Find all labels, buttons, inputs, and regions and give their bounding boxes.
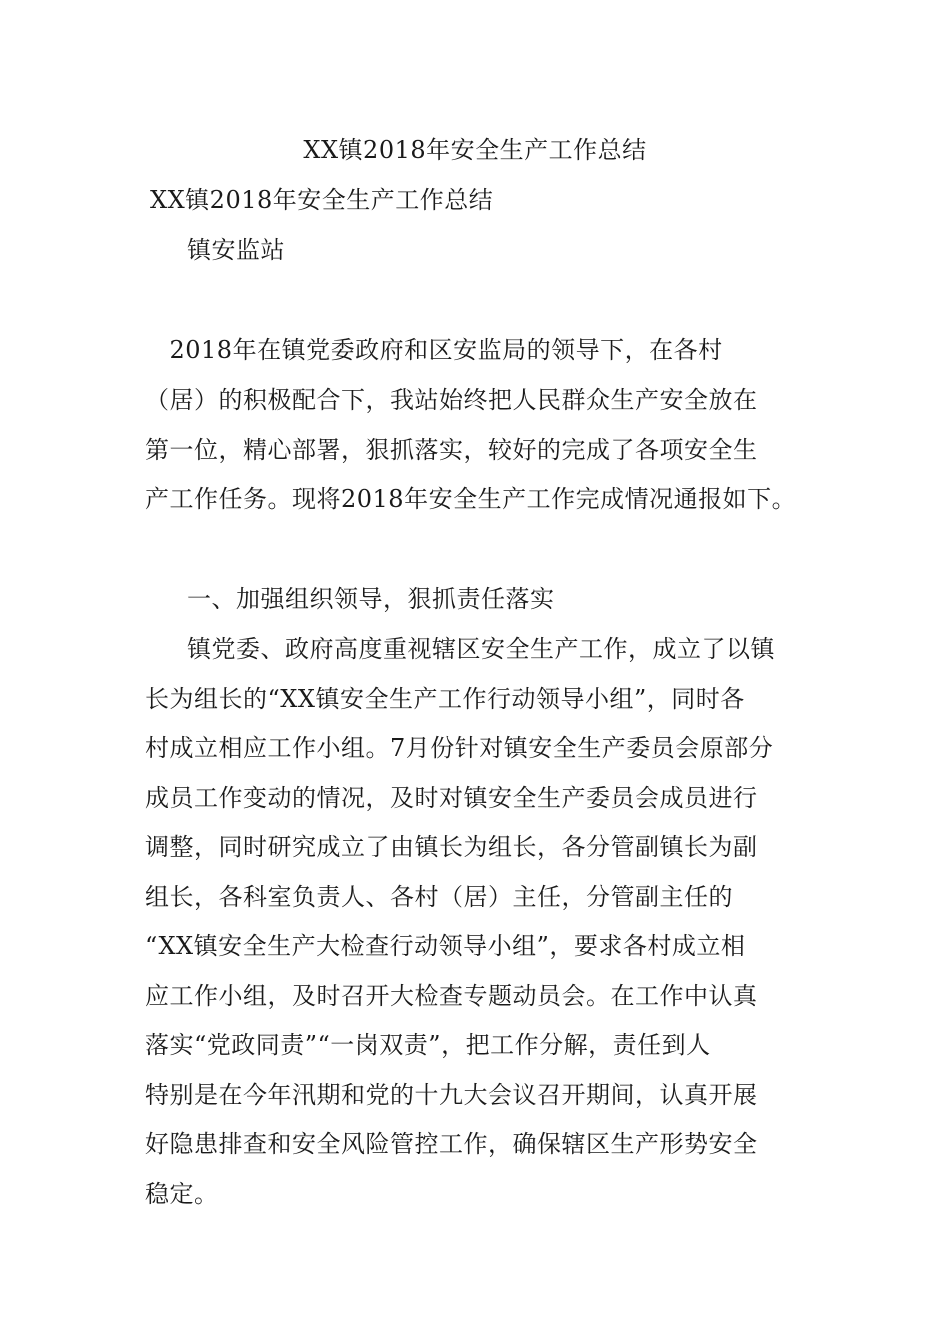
section-line: 好隐患排查和安全风险管控工作，确保辖区生产形势安全 xyxy=(145,1130,758,1158)
section-line: 镇党委、政府高度重视辖区安全生产工作，成立了以镇 xyxy=(187,635,775,663)
intro-line: 2018年在镇党委政府和区安监局的领导下，在各村 xyxy=(145,336,723,364)
document-subtitle: XX镇2018年安全生产工作总结 xyxy=(150,186,494,214)
section-line: 调整，同时研究成立了由镇长为组长，各分管副镇长为副 xyxy=(145,833,758,861)
section-line: 稳定。 xyxy=(145,1180,219,1208)
section-line: 村成立相应工作小组。7月份针对镇安全生产委员会原部分 xyxy=(145,734,774,762)
section-line: 应工作小组，及时召开大检查专题动员会。在工作中认真 xyxy=(145,982,758,1010)
intro-line: 第一位，精心部署，狠抓落实，较好的完成了各项安全生 xyxy=(145,436,758,464)
section-line: 落实“党政同责”“一岗双责”，把工作分解，责任到人 xyxy=(145,1031,711,1059)
section-line: 成员工作变动的情况，及时对镇安全生产委员会成员进行 xyxy=(145,784,758,812)
section-line: 长为组长的“XX镇安全生产工作行动领导小组”，同时各 xyxy=(145,685,745,713)
document-author: 镇安监站 xyxy=(187,236,285,264)
intro-line: （居）的积极配合下，我站始终把人民群众生产安全放在 xyxy=(145,386,758,414)
intro-line: 产工作任务。现将2018年安全生产工作完成情况通报如下。 xyxy=(145,485,797,513)
section-line: 特别是在今年汛期和党的十九大会议召开期间，认真开展 xyxy=(145,1081,758,1109)
section-heading: 一、加强组织领导，狠抓责任落实 xyxy=(187,585,555,613)
section-line: “XX镇安全生产大检查行动领导小组”，要求各村成立相 xyxy=(145,932,746,960)
section-line: 组长，各科室负责人、各村（居）主任，分管副主任的 xyxy=(145,883,733,911)
document-title: XX镇2018年安全生产工作总结 xyxy=(303,136,647,164)
